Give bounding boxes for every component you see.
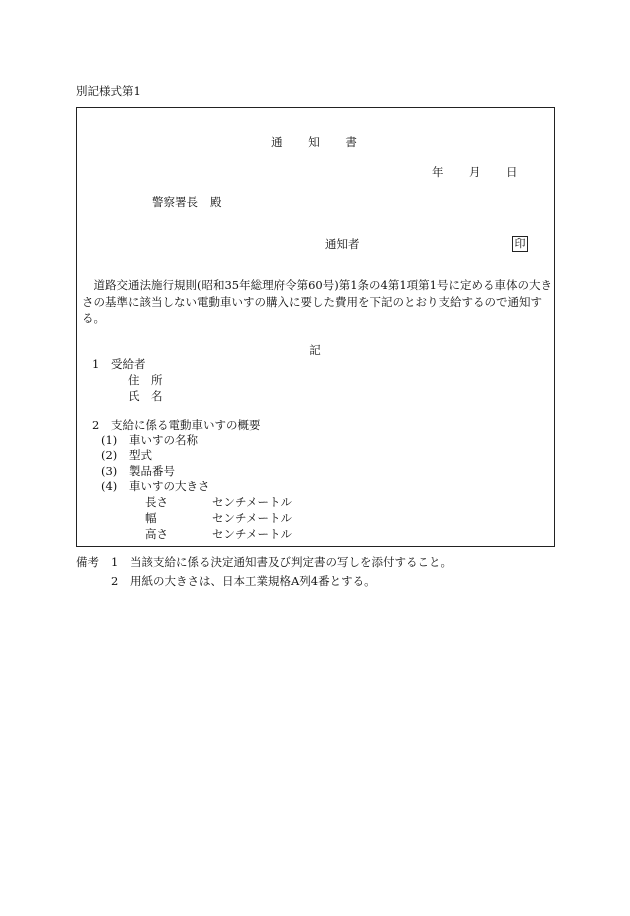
dimension-label-width: 幅: [145, 511, 157, 525]
item-number: (3): [101, 464, 118, 478]
section-1-title: 受給者: [111, 357, 146, 371]
name-field-label: 氏 名: [128, 389, 163, 403]
dimension-label-height: 高さ: [145, 527, 168, 541]
title-char: 通: [271, 135, 285, 149]
section-1-number: 1: [92, 357, 100, 371]
item-number: (4): [101, 479, 118, 493]
title-char: 知: [308, 135, 322, 149]
date-year-label: 年: [432, 165, 444, 179]
seal-mark: 印: [512, 236, 528, 252]
document-title: [0, 137, 630, 149]
dimension-unit: センチメートル: [212, 511, 293, 525]
item-number: (1): [101, 433, 118, 447]
remarks-label: 備考: [76, 555, 99, 569]
item-number: (2): [101, 448, 118, 462]
notifier-label: 通知者: [325, 237, 360, 251]
item-label: 車いすの大きさ: [129, 479, 210, 493]
dimension-label-length: 長さ: [145, 495, 168, 509]
dimension-unit: センチメートル: [212, 527, 293, 541]
addressee-honorific: 殿: [210, 195, 222, 209]
title-char: 書: [345, 135, 359, 149]
address-field-label: 住 所: [128, 373, 163, 387]
addressee-name: 警察署長: [152, 195, 198, 209]
ki-heading: 記: [309, 343, 321, 357]
remark-text: 当該支給に係る決定通知書及び判定書の写しを添付すること。: [130, 555, 452, 569]
dimension-unit: センチメートル: [212, 495, 293, 509]
remark-number: 1: [111, 555, 119, 569]
form-id: 別記様式第1: [76, 84, 141, 98]
date-month-label: 月: [469, 165, 481, 179]
section-2-number: 2: [92, 418, 100, 432]
item-label: 製品番号: [129, 464, 175, 478]
date-day-label: 日: [506, 165, 518, 179]
item-label: 車いすの名称: [129, 433, 198, 447]
item-label: 型式: [129, 448, 152, 462]
remark-number: 2: [111, 574, 119, 588]
section-2-title: 支給に係る電動車いすの概要: [111, 418, 261, 432]
notice-body: 道路交通法施行規則(昭和35年総理府令第60号)第1条の4第1項第1号に定める車体の大きさの基準に該当しない電動車いすの購入に要した費用を下記のとおり支給するので通知する。: [82, 278, 553, 325]
remark-text: 用紙の大きさは、日本工業規格A列4番とする。: [130, 574, 376, 588]
